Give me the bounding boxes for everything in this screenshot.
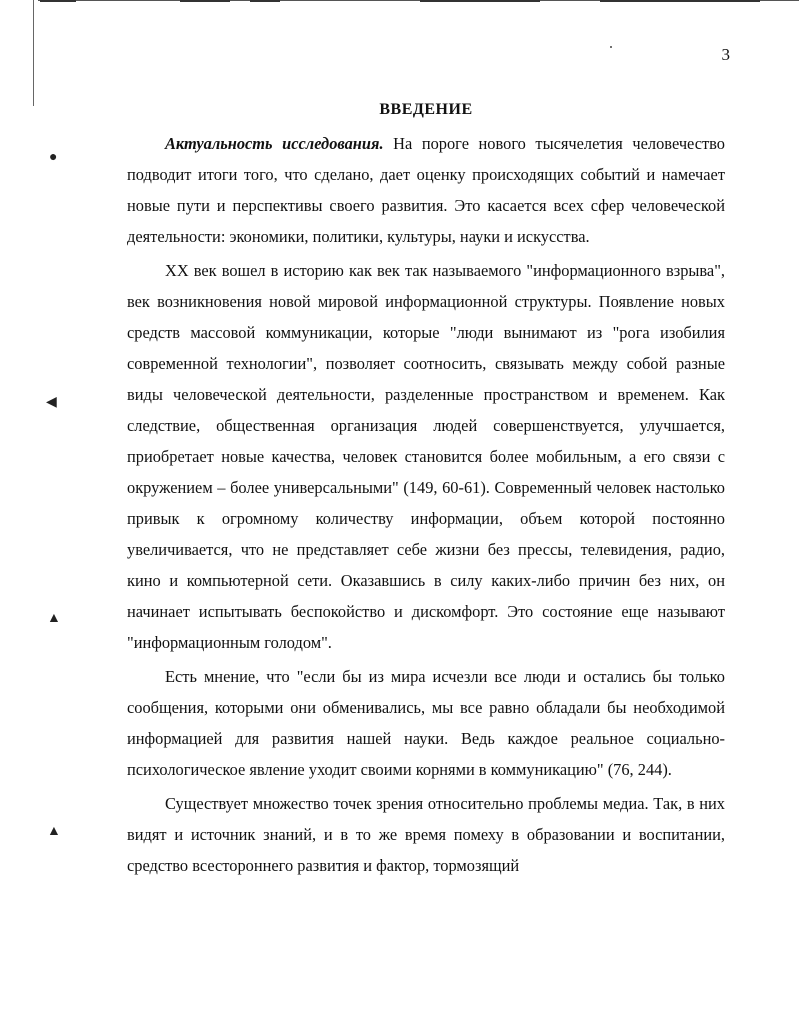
page-title: ВВЕДЕНИЕ [379,101,473,118]
paragraph-media-viewpoints [127,788,725,881]
paragraph-body: Существует множество точек зрения относительно проблемы медиа. Так, в них видят и источник знаний, и в то же время помеху в образовании и воспитании, средство всестороннего развития и фактор, тормозящий [127,794,725,875]
scan-top-mark [420,0,540,2]
scan-top-mark [40,0,76,2]
scan-speck [610,46,612,48]
page-number: 3 [721,45,730,64]
binding-hole-icon: ▲ [47,611,61,626]
paragraph-body: На пороге нового тысячелетия человечество подводит итоги того, что сделано, дает оценку происходящих событий и намечает новые пути и перспективы своего развития. Это касается всех сфер человеческой деятельности: экономики, политики, культуры, науки и искусства. [127,134,726,246]
binding-hole-icon: ● [49,150,58,165]
paragraph-information-explosion [127,255,725,658]
paragraph-body: Есть мнение, что "если бы из мира исчезли все люди и остались бы только сообщения, которыми они обменивались, мы все равно обладали бы необходимой информацией для развития нашей науки. Ведь каждое реальное социально-психологическое явление уходит своими корнями в коммуникацию" (76, 244). [127,667,725,779]
scan-top-mark [250,0,280,2]
paragraph-communication-quote [127,661,725,785]
paragraph-relevance [127,128,725,252]
binding-hole-icon: ▲ [47,824,61,839]
scan-top-mark [180,0,230,2]
paragraph-body: XX век вошел в историю как век так называемого "информационного взрыва", век возникновения новой мировой информационной структуры. Появление новых средств массовой коммуникации, которые "люди вынимают из "рога изобилия современной технологии", позволяет соотносить, связывать между собой разные виды человеческой деятельности, разделенные пространством и временем. Как следствие, общественная организация людей совершенствуется, улучшается, приобретает новые качества, человек становится более мобильным, а его связи с окружением – более универсальными" (149, 60-61). Современный человек настолько привык к огромному количеству информации, объем которой постоянно увеличивается, что не представляет себе жизни без прессы, телевидения, радио, кино и компьютерной сети. Оказавшись в силу каких-либо причин без них, он начинает испытывать беспокойство и дискомфорт. Это состояние еще называют "информационным голодом". [127,261,725,652]
scan-top-mark [600,0,760,2]
binding-hole-icon: ◀ [46,395,57,410]
paragraph-lead: Актуальность исследования. [165,134,384,153]
scan-left-border [33,0,34,106]
body-text [127,128,725,881]
